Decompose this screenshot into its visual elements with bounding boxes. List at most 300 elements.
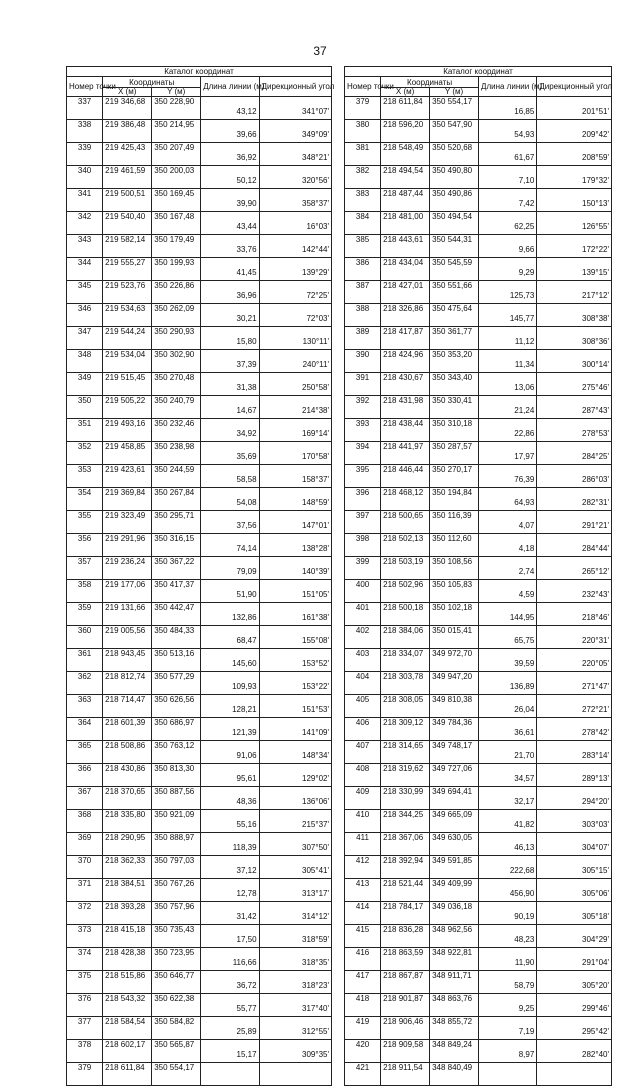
coord-y: 350 179,49	[152, 235, 201, 258]
coord-x: 218 500,65	[381, 511, 430, 534]
line-length: 26,04	[479, 695, 537, 718]
table-row	[67, 258, 332, 281]
coord-x: 218 334,07	[381, 649, 430, 672]
coord-x: 218 494,54	[381, 166, 430, 189]
coord-y: 350 367,22	[152, 557, 201, 580]
point-number: 399	[345, 557, 381, 580]
coord-x: 219 005,56	[103, 626, 152, 649]
point-number: 419	[345, 1017, 381, 1040]
col-coords-header: Координаты	[381, 77, 479, 88]
table-row	[67, 189, 332, 212]
coord-x: 218 415,18	[103, 925, 152, 948]
direction-angle: 138°28'	[259, 534, 331, 557]
table-row	[67, 649, 332, 672]
coord-x: 218 314,65	[381, 741, 430, 764]
direction-angle	[259, 1063, 331, 1086]
point-number: 367	[67, 787, 103, 810]
table-row	[345, 833, 612, 856]
line-length: 13,06	[479, 373, 537, 396]
coord-y: 350 226,86	[152, 281, 201, 304]
coord-y: 350 228,90	[152, 97, 201, 120]
line-length: 7,10	[479, 166, 537, 189]
direction-angle: 275°46'	[537, 373, 612, 396]
coord-x: 218 393,28	[103, 902, 152, 925]
col-coords-header: Координаты	[103, 77, 201, 88]
coord-y: 350 270,48	[152, 373, 201, 396]
point-number: 352	[67, 442, 103, 465]
table-row	[345, 442, 612, 465]
line-length: 30,21	[201, 304, 259, 327]
line-length: 91,06	[201, 741, 259, 764]
coord-y: 350 353,20	[430, 350, 479, 373]
coord-x: 219 386,48	[103, 120, 152, 143]
table-row	[67, 212, 332, 235]
table-row	[345, 534, 612, 557]
line-length: 116,66	[201, 948, 259, 971]
table-row	[67, 304, 332, 327]
table-row	[345, 97, 612, 120]
line-length: 39,90	[201, 189, 259, 212]
coord-x: 219 500,51	[103, 189, 152, 212]
coord-x: 218 326,86	[381, 304, 430, 327]
coord-x: 219 425,43	[103, 143, 152, 166]
coord-y: 350 547,90	[430, 120, 479, 143]
line-length: 125,73	[479, 281, 537, 304]
coord-y: 350 015,41	[430, 626, 479, 649]
point-number: 380	[345, 120, 381, 143]
coord-x: 219 458,85	[103, 442, 152, 465]
direction-angle: 148°34'	[259, 741, 331, 764]
coord-y: 350 622,38	[152, 994, 201, 1017]
point-number: 397	[345, 511, 381, 534]
point-number: 357	[67, 557, 103, 580]
coord-x: 218 611,84	[381, 97, 430, 120]
point-number: 346	[67, 304, 103, 327]
point-number: 389	[345, 327, 381, 350]
coord-x: 219 505,22	[103, 396, 152, 419]
coord-y: 350 194,84	[430, 488, 479, 511]
line-length: 31,38	[201, 373, 259, 396]
table-row	[345, 327, 612, 350]
point-number: 411	[345, 833, 381, 856]
direction-angle: 309°35'	[259, 1040, 331, 1063]
coord-y: 350 105,83	[430, 580, 479, 603]
coordinate-catalog-right	[344, 66, 612, 1086]
direction-angle: 220°05'	[537, 649, 612, 672]
coord-x: 218 384,51	[103, 879, 152, 902]
coord-x: 218 548,49	[381, 143, 430, 166]
point-number: 386	[345, 258, 381, 281]
direction-angle: 129°02'	[259, 764, 331, 787]
line-length: 9,29	[479, 258, 537, 281]
coord-y: 350 169,45	[152, 189, 201, 212]
coord-x: 219 540,40	[103, 212, 152, 235]
line-length: 65,75	[479, 626, 537, 649]
table-row	[67, 327, 332, 350]
coord-x: 219 523,76	[103, 281, 152, 304]
direction-angle: 349°09'	[259, 120, 331, 143]
coord-y: 349 784,36	[430, 718, 479, 741]
coord-x: 219 323,49	[103, 511, 152, 534]
direction-angle: 201°51'	[537, 97, 612, 120]
coord-x: 218 335,80	[103, 810, 152, 833]
coord-x: 218 428,38	[103, 948, 152, 971]
point-number: 340	[67, 166, 103, 189]
line-length: 222,68	[479, 856, 537, 879]
coord-y: 350 244,59	[152, 465, 201, 488]
coord-y: 348 962,56	[430, 925, 479, 948]
coord-y: 348 849,24	[430, 1040, 479, 1063]
point-number: 414	[345, 902, 381, 925]
line-length: 109,93	[201, 672, 259, 695]
table-row	[67, 695, 332, 718]
coord-y: 350 494,54	[430, 212, 479, 235]
coord-x: 218 543,32	[103, 994, 152, 1017]
coord-x: 218 392,94	[381, 856, 430, 879]
point-number: 350	[67, 396, 103, 419]
table-row	[67, 1063, 332, 1086]
point-number: 376	[67, 994, 103, 1017]
coord-y: 350 116,39	[430, 511, 479, 534]
coord-y: 350 887,56	[152, 787, 201, 810]
table-row	[345, 557, 612, 580]
coord-x: 219 544,24	[103, 327, 152, 350]
point-number: 406	[345, 718, 381, 741]
coord-x: 218 487,44	[381, 189, 430, 212]
coord-x: 218 812,74	[103, 672, 152, 695]
coord-y: 350 584,82	[152, 1017, 201, 1040]
coord-y: 349 727,06	[430, 764, 479, 787]
coord-y: 350 102,18	[430, 603, 479, 626]
table-row	[345, 120, 612, 143]
line-length: 17,97	[479, 442, 537, 465]
table-row	[345, 994, 612, 1017]
table-row	[345, 810, 612, 833]
line-length: 17,50	[201, 925, 259, 948]
direction-angle: 170°58'	[259, 442, 331, 465]
coord-y: 350 544,31	[430, 235, 479, 258]
point-number: 338	[67, 120, 103, 143]
point-number: 373	[67, 925, 103, 948]
table-row	[345, 143, 612, 166]
catalog-title: Каталог координат	[67, 67, 332, 77]
table-row	[67, 603, 332, 626]
direction-angle: 308°38'	[537, 304, 612, 327]
direction-angle: 250°58'	[259, 373, 331, 396]
direction-angle: 291°04'	[537, 948, 612, 971]
catalog-body	[345, 97, 612, 1086]
coord-x: 218 863,59	[381, 948, 430, 971]
coord-y: 349 665,09	[430, 810, 479, 833]
point-number: 387	[345, 281, 381, 304]
point-number: 354	[67, 488, 103, 511]
coord-x: 218 303,78	[381, 672, 430, 695]
direction-angle: 318°59'	[259, 925, 331, 948]
point-number: 405	[345, 695, 381, 718]
line-length: 51,90	[201, 580, 259, 603]
line-length: 11,34	[479, 350, 537, 373]
line-length: 36,61	[479, 718, 537, 741]
point-number: 418	[345, 994, 381, 1017]
point-number: 345	[67, 281, 103, 304]
point-number: 368	[67, 810, 103, 833]
coord-y: 349 972,70	[430, 649, 479, 672]
line-length: 55,77	[201, 994, 259, 1017]
line-length: 32,17	[479, 787, 537, 810]
direction-angle: 284°25'	[537, 442, 612, 465]
coord-y: 350 442,47	[152, 603, 201, 626]
table-row	[345, 764, 612, 787]
line-length: 58,58	[201, 465, 259, 488]
point-number: 371	[67, 879, 103, 902]
point-number: 403	[345, 649, 381, 672]
coord-x: 219 493,16	[103, 419, 152, 442]
line-length: 15,80	[201, 327, 259, 350]
table-row	[67, 580, 332, 603]
table-row	[67, 97, 332, 120]
table-row	[67, 948, 332, 971]
table-row	[67, 764, 332, 787]
point-number: 417	[345, 971, 381, 994]
direction-angle: 278°53'	[537, 419, 612, 442]
line-length: 21,24	[479, 396, 537, 419]
table-row	[67, 511, 332, 534]
line-length: 50,12	[201, 166, 259, 189]
coord-x: 218 481,00	[381, 212, 430, 235]
point-number: 391	[345, 373, 381, 396]
direction-angle: 294°20'	[537, 787, 612, 810]
table-row	[67, 419, 332, 442]
coord-x: 218 906,46	[381, 1017, 430, 1040]
point-number: 355	[67, 511, 103, 534]
coord-x: 218 427,01	[381, 281, 430, 304]
direction-angle: 139°15'	[537, 258, 612, 281]
coord-x: 218 836,28	[381, 925, 430, 948]
direction-angle: 161°38'	[259, 603, 331, 626]
direction-angle: 305°41'	[259, 856, 331, 879]
table-row	[345, 580, 612, 603]
coord-x: 218 602,17	[103, 1040, 152, 1063]
line-length: 7,42	[479, 189, 537, 212]
table-row	[345, 350, 612, 373]
coord-x: 218 330,99	[381, 787, 430, 810]
point-number: 372	[67, 902, 103, 925]
table-row	[67, 902, 332, 925]
table-row	[345, 856, 612, 879]
coord-y: 350 513,16	[152, 649, 201, 672]
table-row	[345, 488, 612, 511]
coord-y: 350 577,29	[152, 672, 201, 695]
line-length: 34,57	[479, 764, 537, 787]
coord-y: 350 813,30	[152, 764, 201, 787]
point-number: 416	[345, 948, 381, 971]
point-number: 382	[345, 166, 381, 189]
coord-x: 218 584,54	[103, 1017, 152, 1040]
point-number: 407	[345, 741, 381, 764]
coord-x: 218 443,61	[381, 235, 430, 258]
point-number: 421	[345, 1063, 381, 1086]
table-row	[345, 718, 612, 741]
point-number: 396	[345, 488, 381, 511]
point-number: 370	[67, 856, 103, 879]
direction-angle: 150°13'	[537, 189, 612, 212]
line-length: 121,39	[201, 718, 259, 741]
line-length: 39,66	[201, 120, 259, 143]
table-row	[67, 557, 332, 580]
line-length: 15,17	[201, 1040, 259, 1063]
direction-angle: 151°05'	[259, 580, 331, 603]
coord-x: 218 290,95	[103, 833, 152, 856]
direction-angle: 153°52'	[259, 649, 331, 672]
direction-angle: 72°25'	[259, 281, 331, 304]
table-row	[67, 442, 332, 465]
coord-y: 350 888,97	[152, 833, 201, 856]
line-length: 33,76	[201, 235, 259, 258]
point-number: 348	[67, 350, 103, 373]
coord-y: 350 417,37	[152, 580, 201, 603]
table-row	[67, 971, 332, 994]
coord-y: 350 167,48	[152, 212, 201, 235]
direction-angle: 282°31'	[537, 488, 612, 511]
line-length: 11,90	[479, 948, 537, 971]
table-row	[345, 925, 612, 948]
point-number: 420	[345, 1040, 381, 1063]
coord-y: 349 630,05	[430, 833, 479, 856]
table-row	[67, 465, 332, 488]
direction-angle: 272°21'	[537, 695, 612, 718]
table-row	[67, 281, 332, 304]
table-row	[345, 258, 612, 281]
line-length: 7,19	[479, 1017, 537, 1040]
coord-x: 218 601,39	[103, 718, 152, 741]
table-row	[345, 212, 612, 235]
point-number: 349	[67, 373, 103, 396]
line-length: 43,12	[201, 97, 259, 120]
coord-y: 350 262,09	[152, 304, 201, 327]
table-row	[345, 396, 612, 419]
coord-y: 350 626,56	[152, 695, 201, 718]
table-row	[345, 672, 612, 695]
coord-x: 219 369,84	[103, 488, 152, 511]
coord-x: 218 367,06	[381, 833, 430, 856]
direction-angle: 240°11'	[259, 350, 331, 373]
line-length: 76,39	[479, 465, 537, 488]
direction-angle: 208°59'	[537, 143, 612, 166]
direction-angle: 286°03'	[537, 465, 612, 488]
line-length: 9,66	[479, 235, 537, 258]
point-number: 364	[67, 718, 103, 741]
table-row	[67, 856, 332, 879]
table-row	[67, 235, 332, 258]
coord-y: 350 723,95	[152, 948, 201, 971]
coord-y: 349 409,99	[430, 879, 479, 902]
point-number: 409	[345, 787, 381, 810]
coord-y: 348 840,49	[430, 1063, 479, 1086]
direction-angle: 209°42'	[537, 120, 612, 143]
col-length-header: Длина линии (м)	[201, 77, 259, 97]
direction-angle: 278°42'	[537, 718, 612, 741]
line-length: 48,23	[479, 925, 537, 948]
table-row	[67, 925, 332, 948]
table-row	[67, 994, 332, 1017]
line-length: 79,09	[201, 557, 259, 580]
coord-x: 218 424,96	[381, 350, 430, 373]
point-number: 377	[67, 1017, 103, 1040]
coord-y: 350 484,33	[152, 626, 201, 649]
coord-x: 218 319,62	[381, 764, 430, 787]
direction-angle: 130°11'	[259, 327, 331, 350]
line-length: 39,59	[479, 649, 537, 672]
col-number-header: Номер точки	[345, 77, 381, 97]
line-length: 68,47	[201, 626, 259, 649]
table-row	[345, 1063, 612, 1086]
coord-y: 350 270,17	[430, 465, 479, 488]
line-length: 36,72	[201, 971, 259, 994]
coord-x: 218 508,86	[103, 741, 152, 764]
point-number: 356	[67, 534, 103, 557]
table-row	[345, 695, 612, 718]
direction-angle: 314°12'	[259, 902, 331, 925]
coord-y: 349 036,18	[430, 902, 479, 925]
coord-x: 218 438,44	[381, 419, 430, 442]
point-number: 337	[67, 97, 103, 120]
coord-y: 350 290,93	[152, 327, 201, 350]
coord-x: 218 344,25	[381, 810, 430, 833]
direction-angle: 305°06'	[537, 879, 612, 902]
table-row	[345, 948, 612, 971]
point-number: 359	[67, 603, 103, 626]
direction-angle: 232°43'	[537, 580, 612, 603]
direction-angle: 317°40'	[259, 994, 331, 1017]
direction-angle: 348°21'	[259, 143, 331, 166]
coord-x: 219 582,14	[103, 235, 152, 258]
table-row	[345, 235, 612, 258]
direction-angle: 151°53'	[259, 695, 331, 718]
coord-y: 350 361,77	[430, 327, 479, 350]
table-row	[67, 350, 332, 373]
page-number: 37	[313, 44, 327, 58]
coord-x: 219 555,27	[103, 258, 152, 281]
point-number: 384	[345, 212, 381, 235]
coord-x: 218 441,97	[381, 442, 430, 465]
direction-angle: 142°44'	[259, 235, 331, 258]
coord-x: 218 611,84	[103, 1063, 152, 1086]
table-row	[67, 120, 332, 143]
coord-y: 350 310,18	[430, 419, 479, 442]
coordinate-catalog-left	[66, 66, 335, 1086]
point-number: 400	[345, 580, 381, 603]
point-number: 369	[67, 833, 103, 856]
direction-angle: 305°18'	[537, 902, 612, 925]
coord-x: 218 430,67	[381, 373, 430, 396]
line-length: 37,56	[201, 511, 259, 534]
point-number: 379	[67, 1063, 103, 1086]
direction-angle: 282°40'	[537, 1040, 612, 1063]
point-number: 363	[67, 695, 103, 718]
point-number: 394	[345, 442, 381, 465]
coord-x: 218 909,58	[381, 1040, 430, 1063]
direction-angle: 304°29'	[537, 925, 612, 948]
coord-x: 218 500,18	[381, 603, 430, 626]
coord-x: 218 867,87	[381, 971, 430, 994]
point-number: 383	[345, 189, 381, 212]
direction-angle: 179°32'	[537, 166, 612, 189]
point-number: 375	[67, 971, 103, 994]
line-length: 456,90	[479, 879, 537, 902]
table-row	[345, 787, 612, 810]
coord-y: 350 199,93	[152, 258, 201, 281]
table-row	[67, 396, 332, 419]
